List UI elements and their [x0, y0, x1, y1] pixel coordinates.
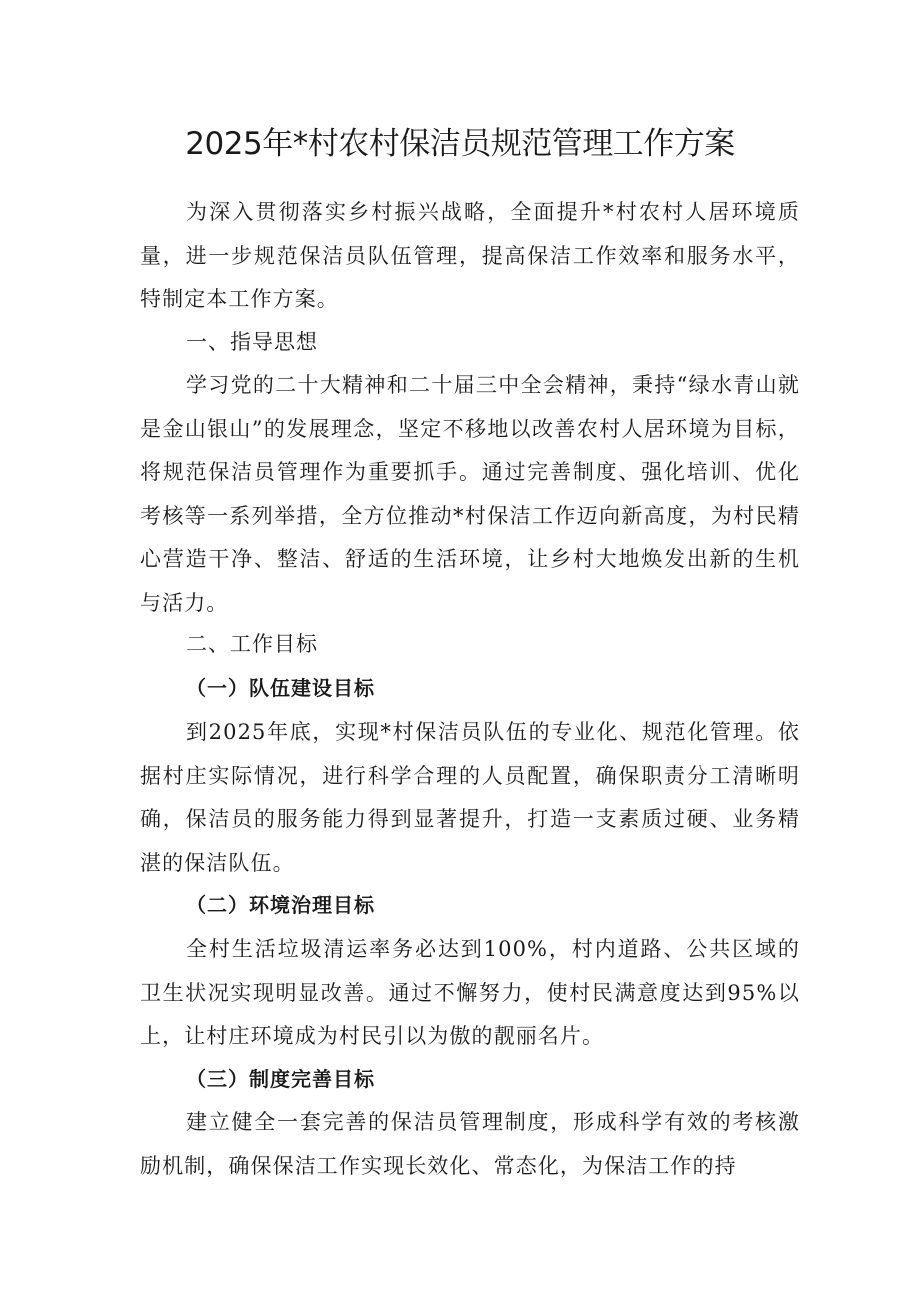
system-improvement-paragraph: 建立健全一套完善的保洁员管理制度，形成科学有效的考核激励机制，确保保洁工作实现长效化、常态化，为保洁工作的持 [140, 1110, 800, 1178]
environment-governance-paragraph: 全村生活垃圾清运率务必达到100%，村内道路、公共区域的卫生状况实现明显改善。通过不懈努力，使村民满意度达到95%以上，让村庄环境成为村民引以为傲的靓丽名片。 [140, 937, 800, 1048]
intro-paragraph: 为深入贯彻落实乡村振兴战略，全面提升*村农村人居环境质量，进一步规范保洁员队伍管理，提高保洁工作效率和服务水平，特制定本工作方案。 [140, 200, 800, 311]
subsection-heading-team-building: （一）队伍建设目标 [186, 676, 375, 700]
section-heading-guiding-ideology: 一、指导思想 [186, 330, 318, 354]
document-title: 2025年*村农村保洁员规范管理工作方案 [185, 126, 735, 162]
guiding-ideology-paragraph: 学习党的二十大精神和二十届三中全会精神，秉持“绿水青山就是金山银山”的发展理念，坚定不移地以改善农村人居环境为目标，将规范保洁员管理作为重要抓手。通过完善制度、强化培训、优化考核等一系列举措，全方位推动*村保洁工作迈向新高度，为村民精心营造干净、整洁、舒适的生活环境，让乡村大地焕发出新的生机与活力。 [140, 373, 800, 615]
subsection-heading-system-improvement: （三）制度完善目标 [186, 1067, 375, 1091]
section-heading-work-goals: 二、工作目标 [186, 632, 318, 656]
team-building-paragraph: 到2025年底，实现*村保洁员队伍的专业化、规范化管理。依据村庄实际情况，进行科学合理的人员配置，确保职责分工清晰明确，保洁员的服务能力得到显著提升，打造一支素质过硬、业务精湛的保洁队伍。 [140, 720, 800, 875]
subsection-heading-environment-governance: （二）环境治理目标 [186, 893, 375, 917]
